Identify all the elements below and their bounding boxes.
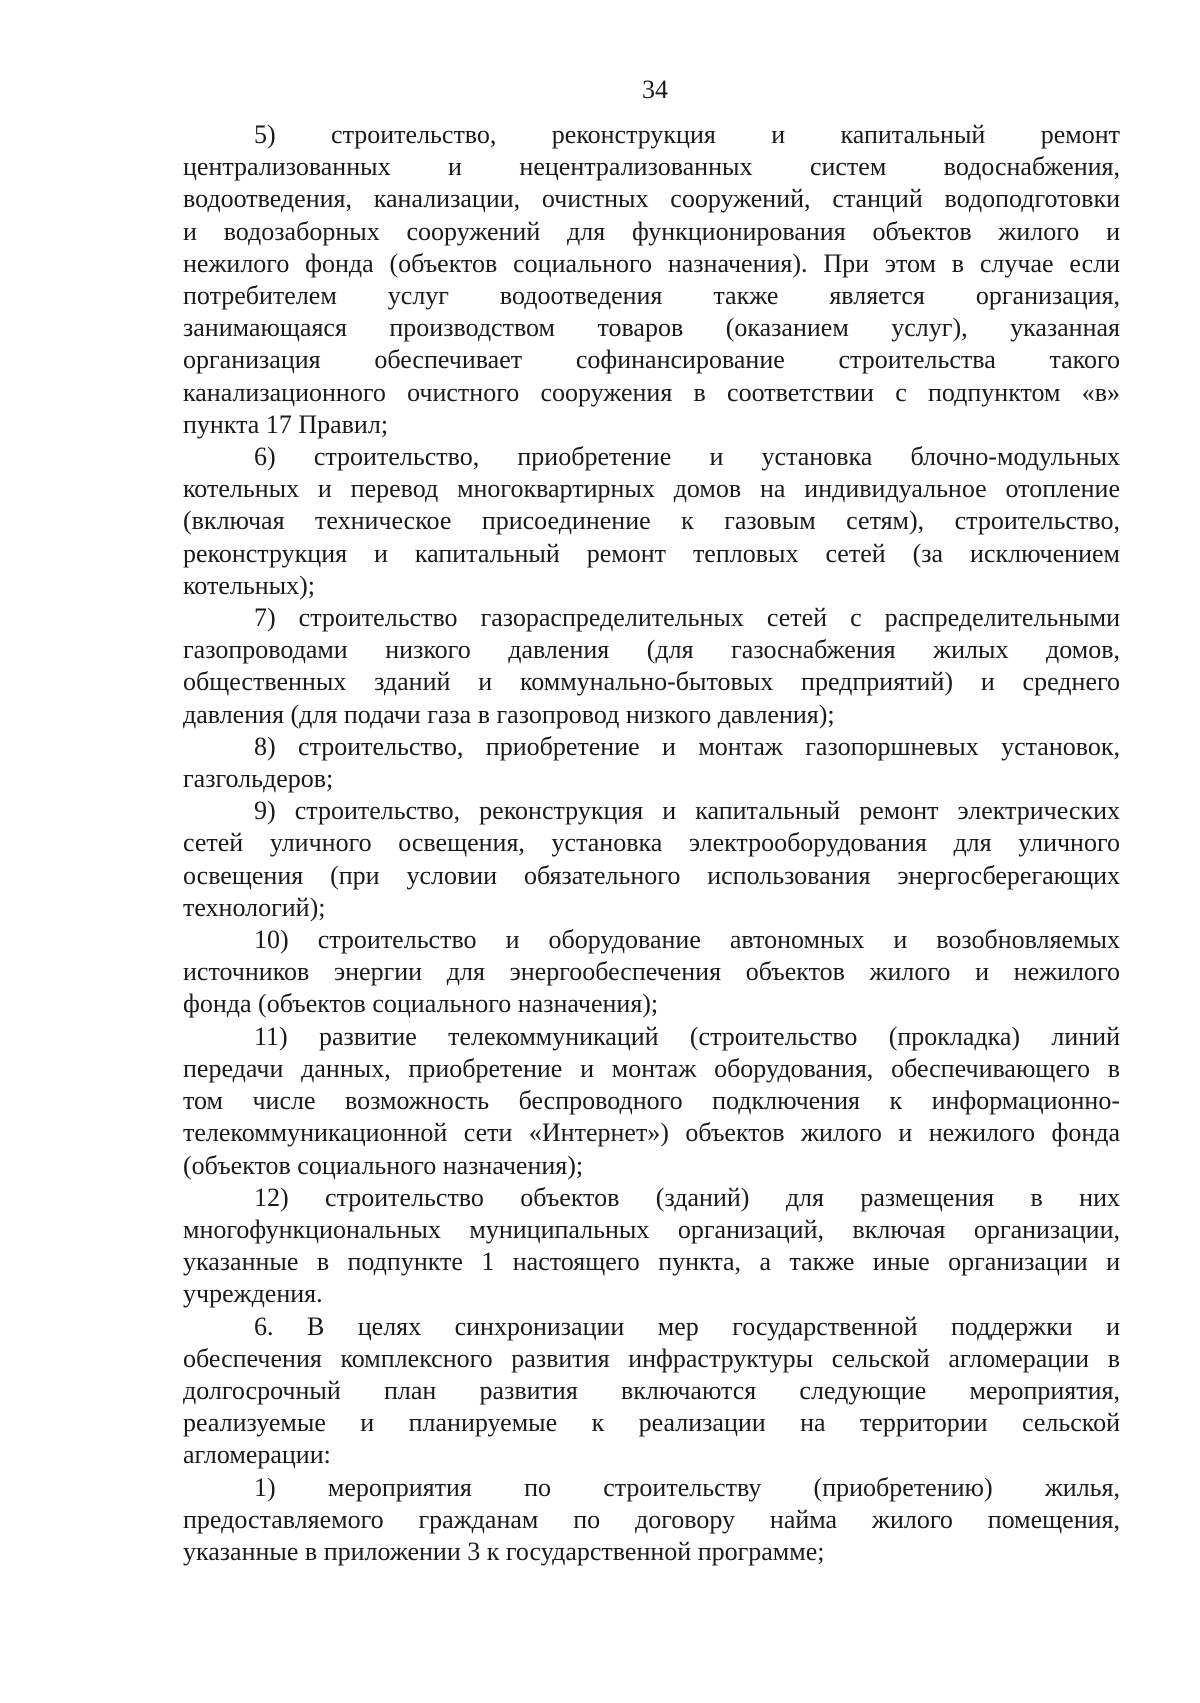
document-body [183, 119, 1120, 1568]
paragraph-line: сетей уличного освещения, установка электрооборудования для уличного [183, 828, 1120, 858]
paragraph-line: источников энергии для энергообеспечения объектов жилого и нежилого [183, 957, 1120, 987]
paragraph-line: водоотведения, канализации, очистных сооружений, станций водоподготовки [183, 184, 1120, 214]
paragraph-line: давления (для подачи газа в газопровод низкого давления); [183, 699, 835, 729]
paragraph-line: 10) строительство и оборудование автономных и возобновляемых [254, 925, 1120, 955]
paragraph [183, 441, 1120, 602]
paragraph-line: занимающаяся производством товаров (оказанием услуг), указанная [183, 313, 1120, 343]
paragraph-line: технологий); [183, 892, 326, 922]
paragraph-line: указанные в подпункте 1 настоящего пункта, а также иные организации и [183, 1247, 1120, 1277]
paragraph [183, 602, 1120, 731]
page-number: 34 [642, 75, 668, 104]
paragraph-line: 12) строительство объектов (зданий) для размещения в них [254, 1182, 1120, 1212]
paragraph [183, 924, 1120, 1021]
paragraph-line: потребителем услуг водоотведения также является организация, [183, 281, 1120, 311]
paragraph-line: канализационного очистного сооружения в соответствии с подпунктом «в» [183, 377, 1120, 407]
paragraph [183, 1472, 1120, 1569]
paragraph-line: 9) строительство, реконструкция и капитальный ремонт электрических [254, 796, 1120, 826]
paragraph-line: пункта 17 Правил; [183, 409, 389, 439]
paragraph-line: учреждения. [183, 1279, 323, 1309]
paragraph-line: освещения (при условии обязательного использования энергосберегающих [183, 860, 1120, 890]
paragraph-line: организация обеспечивает софинансирование строительства такого [183, 345, 1120, 375]
paragraph-line: котельных); [183, 570, 315, 600]
paragraph [183, 731, 1120, 795]
paragraph-line: обеспечения комплексного развития инфраструктуры сельской агломерации в [183, 1343, 1120, 1373]
paragraph [183, 1311, 1120, 1472]
paragraph-line: котельных и перевод многоквартирных домов на индивидуальное отопление [183, 474, 1120, 504]
paragraph-line: фонда (объектов социального назначения); [183, 989, 659, 1019]
paragraph-line: и водозаборных сооружений для функционирования объектов жилого и [183, 216, 1120, 246]
paragraph-line: реконструкция и капитальный ремонт тепловых сетей (за исключением [183, 538, 1120, 568]
paragraph-line: газопроводами низкого давления (для газоснабжения жилых домов, [183, 635, 1120, 665]
paragraph-line: том числе возможность беспроводного подключения к информационно- [183, 1086, 1120, 1116]
paragraph-line: реализуемые и планируемые к реализации на территории сельской [183, 1408, 1120, 1438]
paragraph-line: 5) строительство, реконструкция и капитальный ремонт [254, 120, 1120, 149]
paragraph-line: долгосрочный план развития включаются следующие мероприятия, [183, 1375, 1120, 1405]
paragraph [183, 795, 1120, 924]
paragraph-line: указанные в приложении 3 к государственной программе; [183, 1536, 825, 1566]
paragraph [183, 119, 1120, 441]
paragraph-line: 6) строительство, приобретение и установка блочно-модульных [254, 442, 1120, 472]
paragraph-line: 7) строительство газораспределительных сетей с распределительными [254, 603, 1120, 633]
paragraph-line: газгольдеров; [183, 764, 334, 794]
paragraph-line: нежилого фонда (объектов социального назначения). При этом в случае если [183, 248, 1120, 278]
paragraph-line: (объектов социального назначения); [183, 1150, 584, 1180]
paragraph [183, 1182, 1120, 1311]
paragraph-line: 6. В целях синхронизации мер государственной поддержки и [254, 1311, 1120, 1341]
paragraph-line: 11) развитие телекоммуникаций (строительство (прокладка) линий [254, 1021, 1120, 1051]
paragraph-line: 1) мероприятия по строительству (приобретению) жилья, [254, 1472, 1120, 1502]
paragraph-line: передачи данных, приобретение и монтаж оборудования, обеспечивающего в [183, 1053, 1120, 1083]
paragraph-line: централизованных и нецентрализованных систем водоснабжения, [183, 152, 1120, 182]
paragraph-line: предоставляемого гражданам по договору найма жилого помещения, [183, 1504, 1120, 1534]
paragraph-line: многофункциональных муниципальных организаций, включая организации, [183, 1214, 1120, 1244]
paragraph-line: агломерации: [183, 1440, 331, 1470]
paragraph-line: (включая техническое присоединение к газовым сетям), строительство, [183, 506, 1120, 536]
paragraph-line: общественных зданий и коммунально-бытовых предприятий) и среднего [183, 667, 1120, 697]
paragraph [183, 1021, 1120, 1182]
paragraph-line: 8) строительство, приобретение и монтаж газопоршневых установок, [254, 731, 1120, 761]
paragraph-line: телекоммуникационной сети «Интернет») объектов жилого и нежилого фонда [183, 1118, 1120, 1148]
